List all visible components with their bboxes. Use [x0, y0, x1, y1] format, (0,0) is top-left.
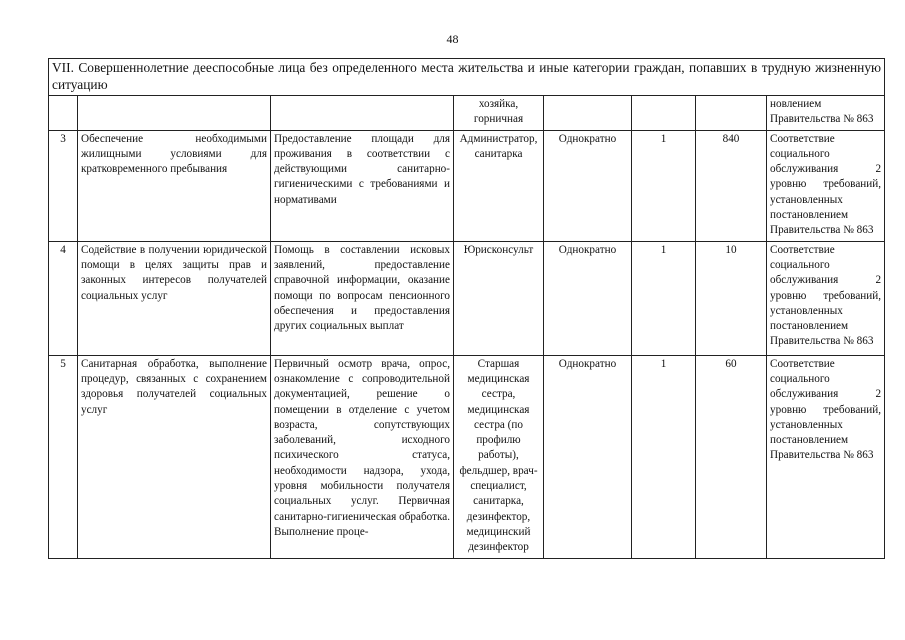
cell-staff: Юрисконсульт	[454, 241, 544, 355]
cell-no: 3	[49, 130, 78, 241]
cell-content: Первичный осмотр врача, опрос, ознакомление с сопроводительной документацией, решение о помещении в отделение с учетом возраста, сопутствующих заболеваний, исходного психического статуса, необходимости надзора, ухода, уровня мобильности получателя социальных услуг. Первичная санитарно-гигиеническая обработка. Выполнение проце-	[271, 355, 454, 558]
cell-count	[632, 96, 696, 131]
table-row	[49, 241, 885, 355]
cell-no	[49, 96, 78, 131]
cell-time: 840	[696, 130, 767, 241]
cell-staff: Старшая медицинская сестра, медицинская сестра (по профилю работы), фельдшер, врач-специалист, санитарка, дезинфектор, медицинский дезинфектор	[454, 355, 544, 558]
cell-frequency: Однократно	[544, 130, 632, 241]
cell-frequency	[544, 96, 632, 131]
table-row	[49, 130, 885, 241]
cell-criteria: Соответствие социального обслуживания 2 уровню требований, установленных постановлением Правительства № 863	[767, 241, 885, 355]
table-row-continuation	[49, 96, 885, 131]
cell-criteria: Соответствие социального обслуживания 2 уровню требований, установленных постановлением Правительства № 863	[767, 355, 885, 558]
cell-service: Санитарная обработка, выполнение процедур, связанных с сохранением здоровья получателей социальных услуг	[78, 355, 271, 558]
cell-no: 4	[49, 241, 78, 355]
table-row	[49, 355, 885, 558]
cell-count: 1	[632, 130, 696, 241]
cell-criteria: новлением Правительства № 863	[767, 96, 885, 131]
cell-time: 60	[696, 355, 767, 558]
cell-count: 1	[632, 355, 696, 558]
cell-time: 10	[696, 241, 767, 355]
cell-staff: хозяйка, горничная	[454, 96, 544, 131]
cell-time	[696, 96, 767, 131]
cell-no: 5	[49, 355, 78, 558]
cell-content: Предоставление площади для проживания в соответствии с действующими санитарно-гигиеническими с требованиями и нормативами	[271, 130, 454, 241]
cell-content: Помощь в составлении исковых заявлений, предоставление справочной информации, оказание помощи по вопросам пенсионного обеспечения и предоставления других социальных выплат	[271, 241, 454, 355]
cell-criteria: Соответствие социального обслуживания 2 уровню требований, установленных постановлением Правительства № 863	[767, 130, 885, 241]
section-header-row	[49, 59, 885, 96]
cell-frequency: Однократно	[544, 241, 632, 355]
cell-service: Обеспечение необходимыми жилищными условиями для кратковременного пребывания	[78, 130, 271, 241]
cell-service	[78, 96, 271, 131]
section-title: VII. Совершеннолетние дееспособные лица без определенного места жительства и иные категории граждан, попавших в трудную жизненную ситуацию	[49, 59, 885, 96]
cell-staff: Администратор, санитарка	[454, 130, 544, 241]
services-table	[48, 58, 885, 559]
cell-content	[271, 96, 454, 131]
page-number: 48	[446, 32, 459, 46]
cell-frequency: Однократно	[544, 355, 632, 558]
cell-count: 1	[632, 241, 696, 355]
cell-service: Содействие в получении юридической помощи в целях защиты прав и законных интересов получателей социальных услуг	[78, 241, 271, 355]
